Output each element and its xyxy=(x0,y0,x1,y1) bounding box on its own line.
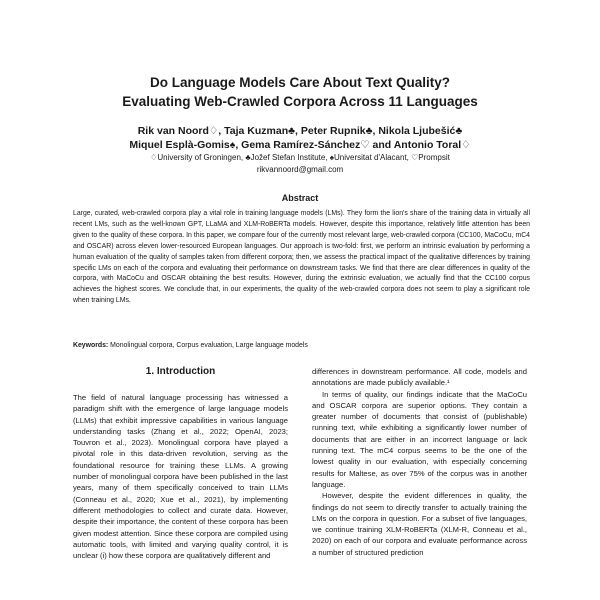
abstract-heading: Abstract xyxy=(281,193,319,203)
keywords-text: Monolingual corpora, Corpus evaluation, Large language models xyxy=(110,342,308,349)
body-paragraph-2: In terms of quality, our findings indicate that the MaCoCu and OSCAR corpora are superior options. They contain a greater number of documents that consist of (publishable) running text, while exhibiting a significantly lower number of documents that are either in an incorrect language or lack running text. The mC4 corpus seems to be the one of the lowest quality in our evaluation, with especially concerning results for Maltese, as over 75% of the corpus was in another language. xyxy=(312,389,527,489)
keywords-label: Keywords: xyxy=(73,342,109,349)
authors-line-2: Miquel Esplà-Gomis♠, Gema Ramírez-Sánchez♡ and Antonio Toral♢ xyxy=(129,139,471,151)
intro-paragraph: The field of natural language processing has witnessed a paradigm shift with the emergence of large language models (LLMs) that exhibit impressive capabilities in various language understanding tasks (Zhang et al., 2022; OpenAI, 2023; Touvron et al., 2023). Monolingual corpora have played a pivotal role in this data-driven revolution, serving as the foundational resource for training these LLMs. A growing number of monolingual corpora have been published in the last years, many of them specifically conceived to train LLMs (Conneau et al., 2020; Xue et al., 2021), by implementing different methodologies to collect and curate data. However, despite their importance, the content of these corpora has been given modest attention. Since these corpora are compiled using automatic tools, with limited and varying quality control, it is unclear (i) how these corpora are qualitatively different and xyxy=(73,393,288,561)
contact-email: rikvannoord@gmail.com xyxy=(256,165,344,174)
keywords xyxy=(73,341,530,351)
section-heading-introduction: 1. Introduction xyxy=(145,366,216,377)
left-column xyxy=(73,366,288,561)
body-paragraph-3: However, despite the evident differences in quality, the findings do not seem to directly transfer to actually training the LMs on the corpora in question. For a subset of five languages, we continue training XLM-RoBERTa (XLM-R, Conneau et al., 2020) on each of our corpora and evaluate performance across a number of structured prediction xyxy=(312,491,527,557)
title-line-2: Evaluating Web-Crawled Corpora Across 11 Languages xyxy=(122,94,478,109)
body-paragraph-1: differences in downstream performance. All code, models and annotations are made publicly available.¹ xyxy=(312,367,527,388)
affiliations: ♢University of Groningen, ♣Jožef Stefan Institute, ♠Universitat d'Alacant, ♡Prompsit xyxy=(150,153,450,162)
right-column xyxy=(312,366,527,558)
paper-title xyxy=(40,73,560,111)
abstract-text: Large, curated, web-crawled corpora play a vital role in training language models (LMs). They form the lion's share of the training data in virtually all recent LMs, such as the well-known GPT, LLaMA and XLM-RoBERTa models. However, despite this importance, relatively little attention has been given to the quality of these corpora. In this paper, we compare four of the currently most relevant large, web-crawled corpora (CC100, MaCoCu, mC4 and OSCAR) across eleven lower-resourced European languages. Our approach is two-fold: first, we perform an intrinsic evaluation by performing a human evaluation of the quality of samples taken from different corpora; then, we assess the practical impact of the qualitative differences by training specific LMs on each of the corpora and evaluating their performance on downstream tasks. We find that there are clear differences in quality of the corpora, with MaCoCu and OSCAR obtaining the best results. However, during the extrinsic evaluation, we actually find that the CC100 corpus achieves the highest scores. We conclude that, in our experiments, the quality of the web-crawled corpora does not seem to play a significant role when training LMs. xyxy=(73,210,530,305)
title-line-1: Do Language Models Care About Text Quality? xyxy=(149,75,451,90)
author-list xyxy=(40,124,560,152)
authors-line-1: Rik van Noord♢, Taja Kuzman♣, Peter Rupnik♣, Nikola Ljubešić♣ xyxy=(137,125,463,137)
